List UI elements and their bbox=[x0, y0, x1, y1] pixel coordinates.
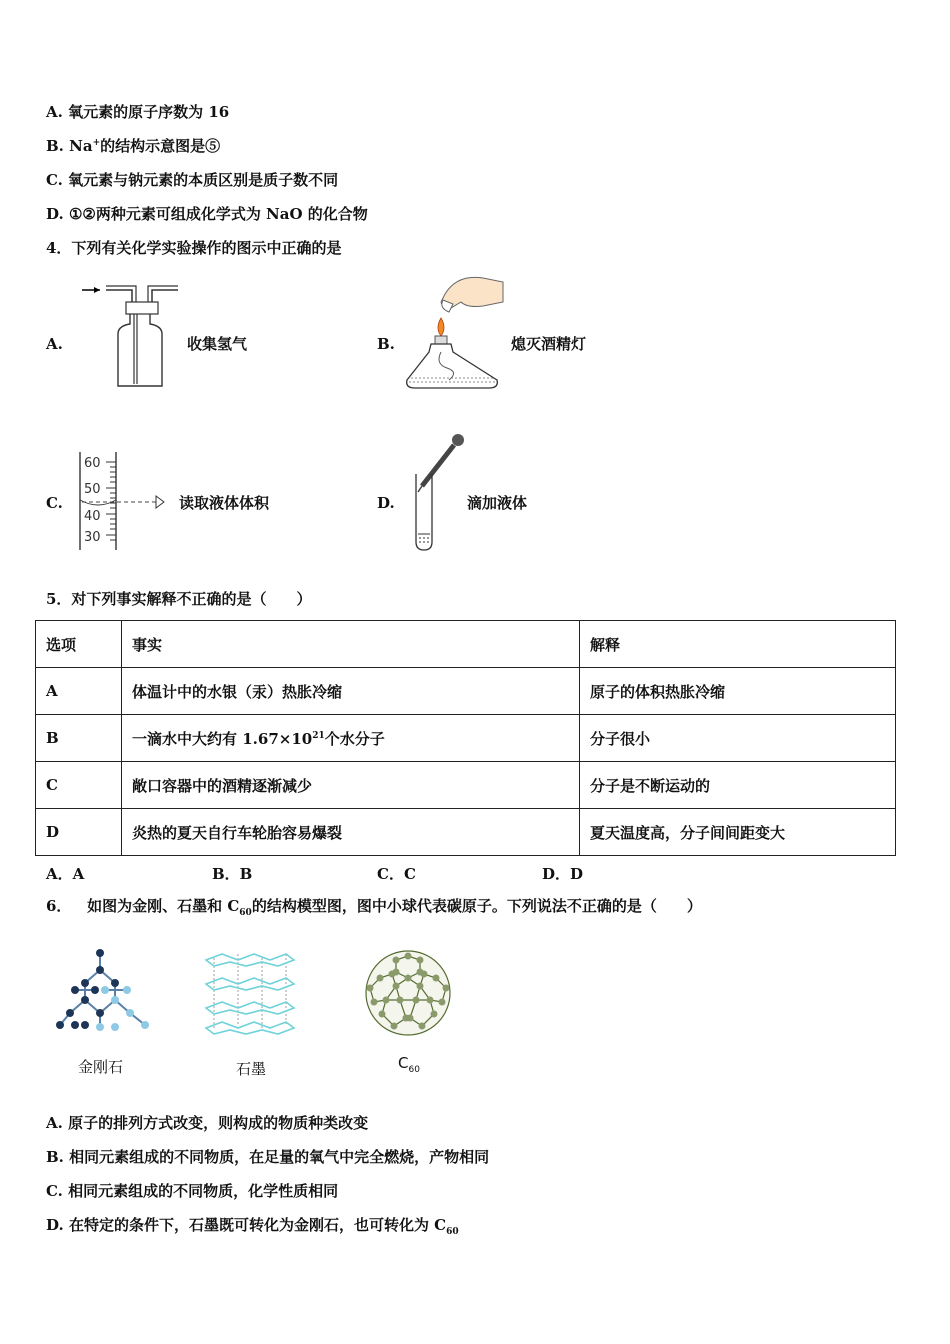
caption-diamond: 金刚石 bbox=[78, 1058, 124, 1076]
q4-option-a-caption: 收集氢气 bbox=[187, 335, 248, 353]
gas-bottle-illustration bbox=[80, 280, 180, 390]
caption-c60: $C_{60}$ bbox=[398, 1054, 420, 1075]
q4-option-d-caption: 滴加液体 bbox=[467, 494, 528, 512]
graduated-cylinder-illustration bbox=[76, 450, 176, 550]
answer-c: C．C bbox=[377, 865, 416, 883]
q4-option-d-letter: D. bbox=[377, 494, 395, 512]
table-row: D 炎热的夏天自行车轮胎容易爆裂 夏天温度高，分子间间距变大 bbox=[36, 809, 896, 856]
caption-graphite: 石墨 bbox=[236, 1060, 267, 1078]
q4-option-a-letter: A. bbox=[46, 335, 63, 353]
q4-option-c-letter: C. bbox=[46, 494, 63, 512]
table-row: C 敞口容器中的酒精逐渐减少 分子是不断运动的 bbox=[36, 762, 896, 809]
q3-option-c: C. 氧元素与钠元素的本质区别是质子数不同 bbox=[46, 171, 339, 189]
q3-option-b: B. Na+的结构示意图是⑤ bbox=[46, 137, 221, 155]
diamond-structure-illustration bbox=[55, 945, 155, 1035]
q3-option-d: D. ①②两种元素可组成化学式为 NaO 的化合物 bbox=[46, 205, 368, 223]
header-option: 选项 bbox=[36, 621, 122, 668]
table-header-row bbox=[36, 621, 896, 668]
answer-a: A．A bbox=[46, 865, 85, 883]
scale-label-50: 50 bbox=[84, 482, 101, 497]
scale-label-30: 30 bbox=[84, 530, 101, 545]
q4-option-b-caption: 熄灭酒精灯 bbox=[511, 335, 587, 353]
table-row: A 体温计中的水银（汞）热胀冷缩 原子的体积热胀冷缩 bbox=[36, 668, 896, 715]
q4-option-b-letter: B. bbox=[377, 335, 395, 353]
q5-table bbox=[35, 620, 896, 856]
q6-option-a: A. 原子的排列方式改变，则构成的物质种类改变 bbox=[46, 1114, 369, 1132]
answer-b: B．B bbox=[212, 865, 253, 883]
q3-option-a: A. 氧元素的原子序数为 16 bbox=[46, 103, 230, 121]
scale-label-60: 60 bbox=[84, 456, 101, 471]
answer-d: D．D bbox=[542, 865, 584, 883]
dropper-test-tube-illustration bbox=[410, 430, 470, 554]
scale-label-40: 40 bbox=[84, 509, 101, 524]
graphite-structure-illustration bbox=[202, 948, 298, 1038]
header-explanation: 解释 bbox=[580, 621, 896, 668]
alcohol-lamp-illustration bbox=[405, 272, 505, 394]
q4-stem: 4．下列有关化学实验操作的图示中正确的是 bbox=[46, 239, 342, 257]
table-row: B 一滴水中大约有 $1.67\times 10^{21}$个水分子 分子很小 bbox=[36, 715, 896, 762]
q6-stem: 6． 如图为金刚、石墨和 $C_{60}$的结构模型图，图中小球代表碳原子。下列说法不正确的是（ ） bbox=[46, 897, 702, 918]
q6-option-d: D. 在特定的条件下，石墨既可转化为金刚石，也可转化为 $C_{60}$ bbox=[46, 1216, 459, 1237]
q6-option-b: B. 相同元素组成的不同物质，在足量的氧气中完全燃烧，产物相同 bbox=[46, 1148, 490, 1166]
q5-stem: 5．对下列事实解释不正确的是（ ） bbox=[46, 590, 312, 608]
header-fact: 事实 bbox=[122, 621, 580, 668]
q4-option-c-caption: 读取液体体积 bbox=[179, 494, 270, 512]
q6-option-c: C. 相同元素组成的不同物质，化学性质相同 bbox=[46, 1182, 339, 1200]
c60-structure-illustration bbox=[360, 948, 456, 1038]
